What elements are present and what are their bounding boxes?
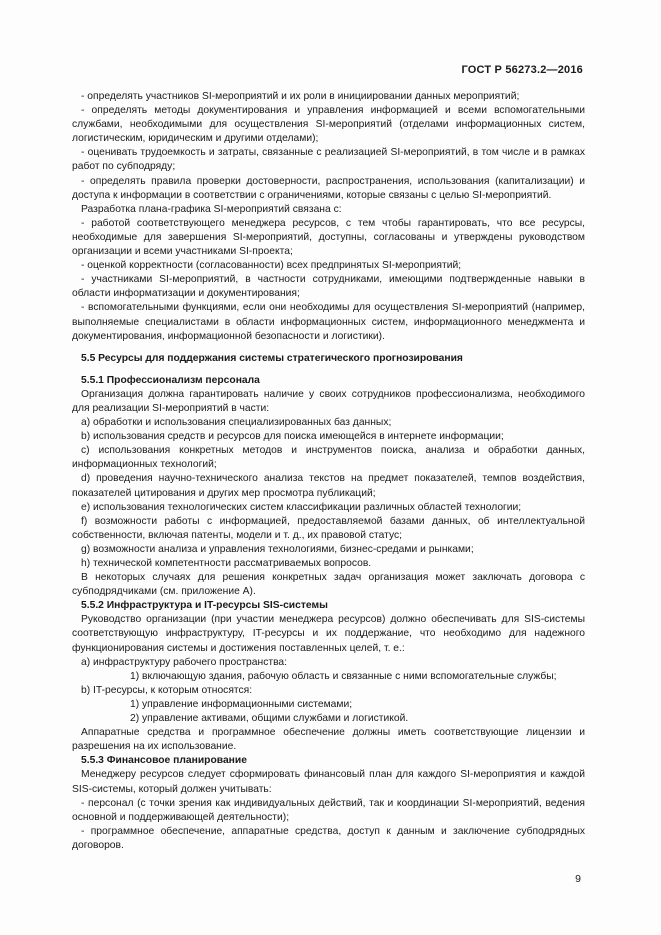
paragraph: - работой соответствующего менеджера ресурсов, с тем чтобы гарантировать, что все ресурсы, необходимые для завершения SI-мероприятий, доступны, согласованы и утверждены руководством организации и всеми участниками SI-проекта; xyxy=(72,217,585,258)
list-item: a) инфраструктуру рабочего пространства: xyxy=(81,656,288,668)
list-item: b) IT-ресурсы, к которым относятся: xyxy=(81,684,253,696)
list-item: a) обработки и использования специализированных баз данных; xyxy=(81,417,392,429)
list-item: g) возможности анализа и управления технологиями, бизнес-средами и рынками; xyxy=(81,543,474,555)
sub-list-item: 1) включающую здания, рабочую область и связанные с ними вспомогательные службы; xyxy=(130,670,557,682)
paragraph: - участниками SI-мероприятий, в частности сотрудниками, имеющими подтвержденные навыки в области информатизации и документирования; xyxy=(72,274,585,300)
list-item: f) возможности работы с информацией, предоставляемой базами данных, об интеллектуальной собственности, включая патенты, модели и т. д., их правовой статус; xyxy=(72,515,585,541)
document-body xyxy=(72,90,585,853)
paragraph: - определять методы документирования и управления информацией и всеми вспомогательными службами, необходимыми для осуществления SI-мероприятий (отделами информационных систем, логистическим, юридическим и другими отделами); xyxy=(72,105,585,145)
subsection-heading: 5.5.3 Финансовое планирование xyxy=(81,755,247,767)
paragraph: - оценкой корректности (согласованности) всех предпринятых SI-мероприятий; xyxy=(81,260,462,272)
paragraph: Руководство организации (при участии менеджера ресурсов) должно обеспечивать для SIS-системы соответствующую инфраструктуру, IT-ресурсы и их поддержание, что необходимо для надежного функционирования системы и достижения поставленных целей, т. е.: xyxy=(72,614,585,654)
section-heading: 5.5 Ресурсы для поддержания системы стратегического прогнозирования xyxy=(81,352,463,364)
list-item: h) технической компетентности рассматриваемых вопросов. xyxy=(81,558,372,569)
paragraph: Аппаратные средства и программное обеспечение должны иметь соответствующие лицензии и разрешения на их использование. xyxy=(72,727,585,753)
sub-list-item: 1) управление информационными системами; xyxy=(130,698,353,710)
paragraph: Разработка плана-графика SI-мероприятий связана с: xyxy=(81,203,342,215)
paragraph: - оценивать трудоемкость и затраты, связанные с реализацией SI-мероприятий, в том числе и в рамках работ по субподряду; xyxy=(72,147,585,173)
list-item: e) использования технологических систем классификации различных областей технологии; xyxy=(81,501,522,513)
list-item: - персонал (с точки зрения как индивидуальных действий, так и координации SI-мероприятий, ведения основной и поддерживающей деятельности); xyxy=(72,797,585,823)
paragraph: - определять правила проверки достоверности, распространения, использования (капитализации) и доступа к информации в соответствии с ограничениями, которые связаны с целью SI-мероприятий. xyxy=(72,175,585,201)
list-item: - программное обеспечение, аппаратные средства, доступ к данным и заключение субподрядных договоров. xyxy=(72,825,585,851)
paragraph: - определять участников SI-мероприятий и их роли в инициировании данных мероприятий; xyxy=(81,91,520,102)
paragraph: Организация должна гарантировать наличие у своих сотрудников профессионализма, необходимого для реализации SI-мероприятий в части: xyxy=(72,388,585,414)
subsection-heading: 5.5.2 Инфраструктура и IT-ресурсы SIS-системы xyxy=(81,600,328,612)
paragraph: Менеджеру ресурсов следует сформировать финансовый план для каждого SI-мероприятия и каждой SIS-системы, который должен учитывать: xyxy=(72,769,585,795)
list-item: c) использования конкретных методов и инструментов поиска, анализа и обработки данных, информационных технологий; xyxy=(72,445,585,471)
paragraph: - вспомогательными функциями, если они необходимы для осуществления SI-мероприятий (например, выполняемые специалистами в области информационных систем, информационного менеджмента и документирования, информационной безопасности и логистики). xyxy=(72,302,585,342)
subsection-heading: 5.5.1 Профессионализм персонала xyxy=(81,374,260,386)
standard-code-header: ГОСТ Р 56273.2—2016 xyxy=(461,64,583,76)
sub-list-item: 2) управление активами, общими службами и логистикой. xyxy=(130,713,409,725)
list-item: b) использования средств и ресурсов для поиска имеющейся в интернете информации; xyxy=(81,431,504,443)
paragraph: В некоторых случаях для решения конкретных задач организация может заключать договора с субподрядчиками (см. приложение А). xyxy=(72,572,585,598)
list-item: d) проведения научно-технического анализа текстов на предмет показателей, темпов воздействия, показателей цитирования и других мер просмотра публикаций; xyxy=(72,473,585,499)
page-number: 9 xyxy=(575,873,581,885)
